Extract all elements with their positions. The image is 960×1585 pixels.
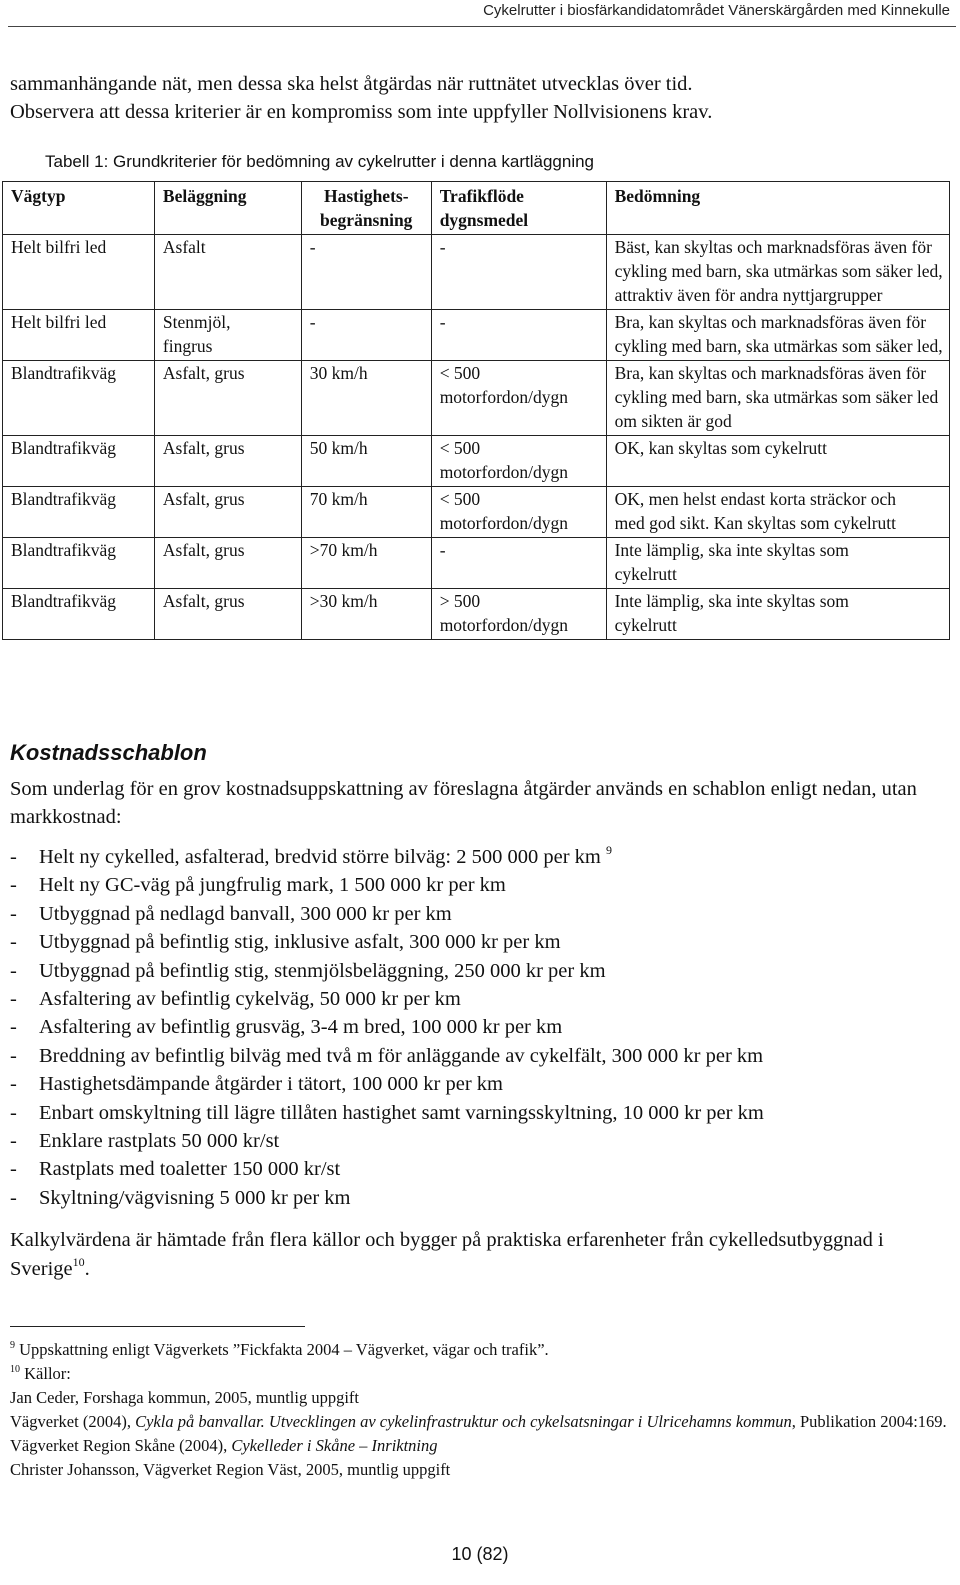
list-dash: -: [10, 988, 17, 1011]
cell-hastighet: 30 km/h: [301, 361, 431, 436]
cell-belaggning: Asfalt, grus: [154, 361, 301, 436]
list-dash: -: [10, 1044, 17, 1067]
header-belaggning: Beläggning: [154, 182, 301, 235]
header-rule: [8, 26, 956, 27]
cell-bedomning: Inte lämplig, ska inte skyltas som cykelrutt: [606, 538, 949, 589]
footnote-10: [10, 1362, 950, 1386]
list-item: [10, 1013, 950, 1041]
cell-trafikflode: > 500 motorfordon/dygn: [431, 589, 606, 640]
footnotes: [10, 1338, 950, 1482]
list-item-text: Enklare rastplats 50 000 kr/st: [39, 1130, 280, 1153]
cell-trafikflode: -: [431, 235, 606, 310]
cell-bedomning: Bra, kan skyltas och marknadsföras även för cykling med barn, ska utmärkas som säker led,: [606, 310, 949, 361]
cell-hastighet: 50 km/h: [301, 436, 431, 487]
cell-bedomning: Inte lämplig, ska inte skyltas som cykelrutt: [606, 589, 949, 640]
table-row: [3, 589, 950, 640]
cell-belaggning: Asfalt, grus: [154, 487, 301, 538]
footnote-ref-10: 10: [72, 1255, 85, 1269]
footnote-mark: 10: [10, 1364, 20, 1375]
list-item: [10, 985, 950, 1013]
table-row: [3, 361, 950, 436]
page-number: 10 (82): [451, 1544, 509, 1564]
table-caption: Tabell 1: Grundkriterier för bedömning av cykelrutter i denna kartläggning: [45, 152, 595, 171]
cell-vagtyp: Blandtrafikväg: [3, 589, 155, 640]
list-item: [10, 1184, 950, 1212]
cell-hastighet: -: [301, 235, 431, 310]
list-item-text: Skyltning/vägvisning 5 000 kr per km: [39, 1186, 351, 1209]
list-item: [10, 928, 950, 956]
source-2-title: Cykla på banvallar. Utvecklingen av cykelinfrastruktur och cykelsatsningar i Ulricehamns kommun: [135, 1412, 792, 1431]
source-2: [10, 1410, 950, 1434]
list-item: [10, 957, 950, 985]
header-bedomning: Bedömning: [606, 182, 949, 235]
list-item-text: Utbyggnad på befintlig stig, inklusive asfalt, 300 000 kr per km: [39, 931, 561, 954]
table-row: [3, 235, 950, 310]
intro-paragraph: [10, 70, 950, 126]
cell-belaggning: Stenmjöl, fingrus: [154, 310, 301, 361]
cost-list: [10, 843, 950, 1212]
list-dash: -: [10, 1186, 17, 1209]
list-item: [10, 1155, 950, 1183]
cell-vagtyp: Blandtrafikväg: [3, 487, 155, 538]
cell-vagtyp: Blandtrafikväg: [3, 538, 155, 589]
cell-trafikflode: -: [431, 310, 606, 361]
list-item-text: Utbyggnad på befintlig stig, stenmjölsbeläggning, 250 000 kr per km: [39, 959, 606, 982]
footnote-text: Uppskattning enligt Vägverkets ”Fickfakta 2004 – Vägverket, vägar och trafik”.: [19, 1340, 549, 1359]
list-dash: -: [10, 1101, 17, 1124]
closing-text: Kalkylvärdena är hämtade från flera källor och bygger på praktiska erfarenheter från cykelledsutbyggnad i Sverige: [10, 1229, 884, 1280]
source-1: Jan Ceder, Forshaga kommun, 2005, muntlig uppgift: [10, 1388, 360, 1407]
section-heading: Kostnadsschablon: [10, 740, 207, 765]
cell-trafikflode: < 500 motorfordon/dygn: [431, 361, 606, 436]
cell-vagtyp: Blandtrafikväg: [3, 361, 155, 436]
closing-period: .: [84, 1258, 90, 1280]
source-2-author: Vägverket (2004),: [10, 1412, 136, 1431]
list-dash: -: [10, 874, 17, 897]
cell-bedomning: Bra, kan skyltas och marknadsföras även för cykling med barn, ska utmärkas som säker led om sikten är god: [606, 361, 949, 436]
footnote-text: Källor:: [24, 1364, 71, 1383]
footnote-9: [10, 1338, 950, 1362]
table-row: [3, 436, 950, 487]
list-item-text: Utbyggnad på nedlagd banvall, 300 000 kr per km: [39, 902, 452, 925]
cell-belaggning: Asfalt, grus: [154, 589, 301, 640]
list-item: [10, 1099, 950, 1127]
list-item: [10, 871, 950, 899]
list-dash: -: [10, 846, 17, 868]
cell-trafikflode: < 500 motorfordon/dygn: [431, 487, 606, 538]
cell-belaggning: Asfalt: [154, 235, 301, 310]
list-item-text: Asfaltering av befintlig cykelväg, 50 000 kr per km: [39, 988, 461, 1011]
cell-trafikflode: -: [431, 538, 606, 589]
list-item: [10, 900, 950, 928]
criteria-table: [2, 181, 950, 640]
intro-line-2: Observera att dessa kriterier är en kompromiss som inte uppfyller Nollvisionens krav.: [10, 101, 713, 123]
list-item: [10, 1127, 950, 1155]
cell-hastighet: >30 km/h: [301, 589, 431, 640]
source-3: [10, 1434, 950, 1458]
table-row: [3, 310, 950, 361]
cell-bedomning: OK, men helst endast korta sträckor och med god sikt. Kan skyltas som cykelrutt: [606, 487, 949, 538]
list-dash: -: [10, 931, 17, 954]
list-dash: -: [10, 1016, 17, 1039]
list-item-text: Helt ny cykelled, asfalterad, bredvid större bilväg: 2 500 000 per km: [39, 846, 601, 868]
list-dash: -: [10, 959, 17, 982]
footnote-mark: 9: [10, 1340, 15, 1351]
table-row: [3, 487, 950, 538]
cell-trafikflode: < 500 motorfordon/dygn: [431, 436, 606, 487]
cell-vagtyp: Helt bilfri led: [3, 235, 155, 310]
cell-bedomning: Bäst, kan skyltas och marknadsföras även för cykling med barn, ska utmärkas som säker led, attraktiv även för andra nyttjargrupper: [606, 235, 949, 310]
cost-intro-paragraph: Som underlag för en grov kostnadsuppskattning av föreslagna åtgärder används en schablon enligt nedan, utan markkostnad:: [10, 778, 917, 828]
running-title: Cykelrutter i biosfärkandidatområdet Vänerskärgården med Kinnekulle: [483, 2, 950, 19]
list-item-text: Hastighetsdämpande åtgärder i tätort, 100 000 kr per km: [39, 1073, 503, 1096]
list-item-text: Breddning av befintlig bilväg med två m för anläggande av cykelfält, 300 000 kr per km: [39, 1044, 764, 1067]
list-item: [10, 1070, 950, 1098]
header-hastighet: Hastighets- begränsning: [301, 182, 431, 235]
cell-belaggning: Asfalt, grus: [154, 538, 301, 589]
list-item-text: Helt ny GC-väg på jungfrulig mark, 1 500 000 kr per km: [39, 874, 506, 897]
source-4: Christer Johansson, Vägverket Region Väst, 2005, muntlig uppgift: [10, 1460, 451, 1479]
closing-paragraph: [10, 1226, 950, 1284]
cell-vagtyp: Blandtrafikväg: [3, 436, 155, 487]
footnote-separator: [10, 1326, 305, 1327]
list-dash: -: [10, 1158, 17, 1181]
cell-vagtyp: Helt bilfri led: [3, 310, 155, 361]
list-item-text: Rastplats med toaletter 150 000 kr/st: [39, 1158, 341, 1181]
header-vagtyp: Vägtyp: [3, 182, 155, 235]
cell-belaggning: Asfalt, grus: [154, 436, 301, 487]
intro-line-1: sammanhängande nät, men dessa ska helst åtgärdas när ruttnätet utvecklas över tid.: [10, 73, 693, 95]
list-item-text: Enbart omskyltning till lägre tillåten hastighet samt varningsskyltning, 10 000 kr per km: [39, 1101, 764, 1124]
list-item: [10, 843, 950, 871]
cell-hastighet: >70 km/h: [301, 538, 431, 589]
source-3-author: Vägverket Region Skåne (2004),: [10, 1436, 232, 1455]
list-item-text: Asfaltering av befintlig grusväg, 3-4 m bred, 100 000 kr per km: [39, 1016, 563, 1039]
cell-hastighet: 70 km/h: [301, 487, 431, 538]
list-dash: -: [10, 1073, 17, 1096]
footnote-ref-9: 9: [606, 843, 613, 857]
running-header: [8, 0, 956, 27]
list-dash: -: [10, 902, 17, 925]
list-item: [10, 1042, 950, 1070]
list-dash: -: [10, 1130, 17, 1153]
cell-bedomning: OK, kan skyltas som cykelrutt: [606, 436, 949, 487]
cell-hastighet: -: [301, 310, 431, 361]
source-3-title: Cykelleder i Skåne – Inriktning: [231, 1436, 438, 1455]
table-row: [3, 538, 950, 589]
table-header-row: [3, 182, 950, 235]
header-trafikflode: Trafikflöde dygnsmedel: [431, 182, 606, 235]
source-2-publication: , Publikation 2004:169.: [791, 1412, 947, 1431]
